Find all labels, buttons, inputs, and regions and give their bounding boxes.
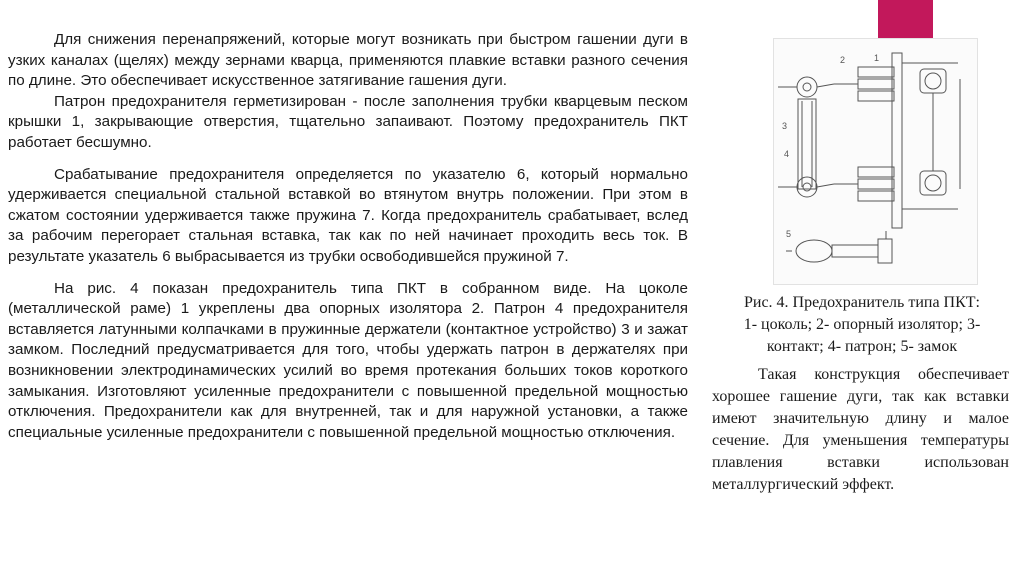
lock-assembly — [786, 231, 892, 263]
side-view — [902, 63, 960, 209]
callout-1: 1 — [874, 53, 880, 63]
accent-bar — [878, 0, 933, 40]
fuse-cartridge — [798, 99, 816, 189]
caption-line-2: 1- цоколь; 2- опорный изолятор; 3- — [743, 316, 981, 333]
fuse-drawing-svg — [774, 39, 977, 284]
fuse-pkt-drawing — [773, 38, 978, 285]
figure-caption — [712, 292, 1012, 358]
callout-3: 3 — [782, 121, 788, 131]
paragraph-1: Для снижения перенапряжений, которые могут возникать при быстром гашении дуги в узких каналах (щелях) между зернами кварца, применяются плавкие вставки разного сечения по длине. Это обеспечивает искусственное затягивание гашения дуги. — [8, 31, 688, 90]
paragraph-4: На рис. 4 показан предохранитель типа ПКТ в собранном виде. На цоколе (металлической раме) 1 укреплены два опорных изолятора 2. Патрон 4 предохранителя вставляется латунными колпачками в пружинные держатели (контактное устройство) 3 и зажат замком. Последний предусматривается для того, чтобы удержать патрон в держателях при возникновении электродинамических усилий во время протекания больших токов короткого замыкания. Изготовляют усиленные предохранители с повышенной предельной мощностью отключения. Предохранители как для внутренней, так и для наружной установки, а также специальные усиленные предохранители с повышенной предельной мощностью отключения. — [8, 279, 688, 441]
insulator-bottom — [834, 167, 894, 201]
callout-5: 5 — [786, 229, 792, 239]
callout-4: 4 — [784, 149, 790, 159]
callout-2: 2 — [840, 55, 846, 65]
caption-line-1: Рис. 4. Предохранитель типа ПКТ: — [743, 294, 980, 311]
contact-holders — [778, 77, 834, 197]
caption-line-3: контакт; 4- патрон; 5- замок — [766, 338, 958, 355]
side-text-column — [712, 364, 1009, 496]
paragraph-3: Срабатывание предохранителя определяется по указателю 6, который нормально удерживается специальной стальной вставкой во втянутом внутрь положении. При этом в сжатом состоянии удерживается также пружина 7. Когда предохранитель срабатывает, вслед за рабочим перегорает стальная вставка, так как по ней начинает проходить весь ток. В результате указатель 6 выбрасывается из трубки освободившейся пружиной 7. — [8, 165, 688, 265]
side-paragraph: Такая конструкция обеспечивает хорошее гашение дуги, так как вставки имеют значительную длину и малое сечение. Для уменьшения температуры плавления вставки использован металлургический эффект. — [712, 366, 1009, 493]
main-text-column — [8, 30, 688, 443]
insulator-top — [834, 67, 894, 101]
paragraph-2: Патрон предохранителя герметизирован - после заполнения трубки кварцевым песком крышки 1, закрывающие отверстия, тщательно запаивают. Поэтому предохранитель ПКТ работает бесшумно. — [8, 92, 688, 151]
